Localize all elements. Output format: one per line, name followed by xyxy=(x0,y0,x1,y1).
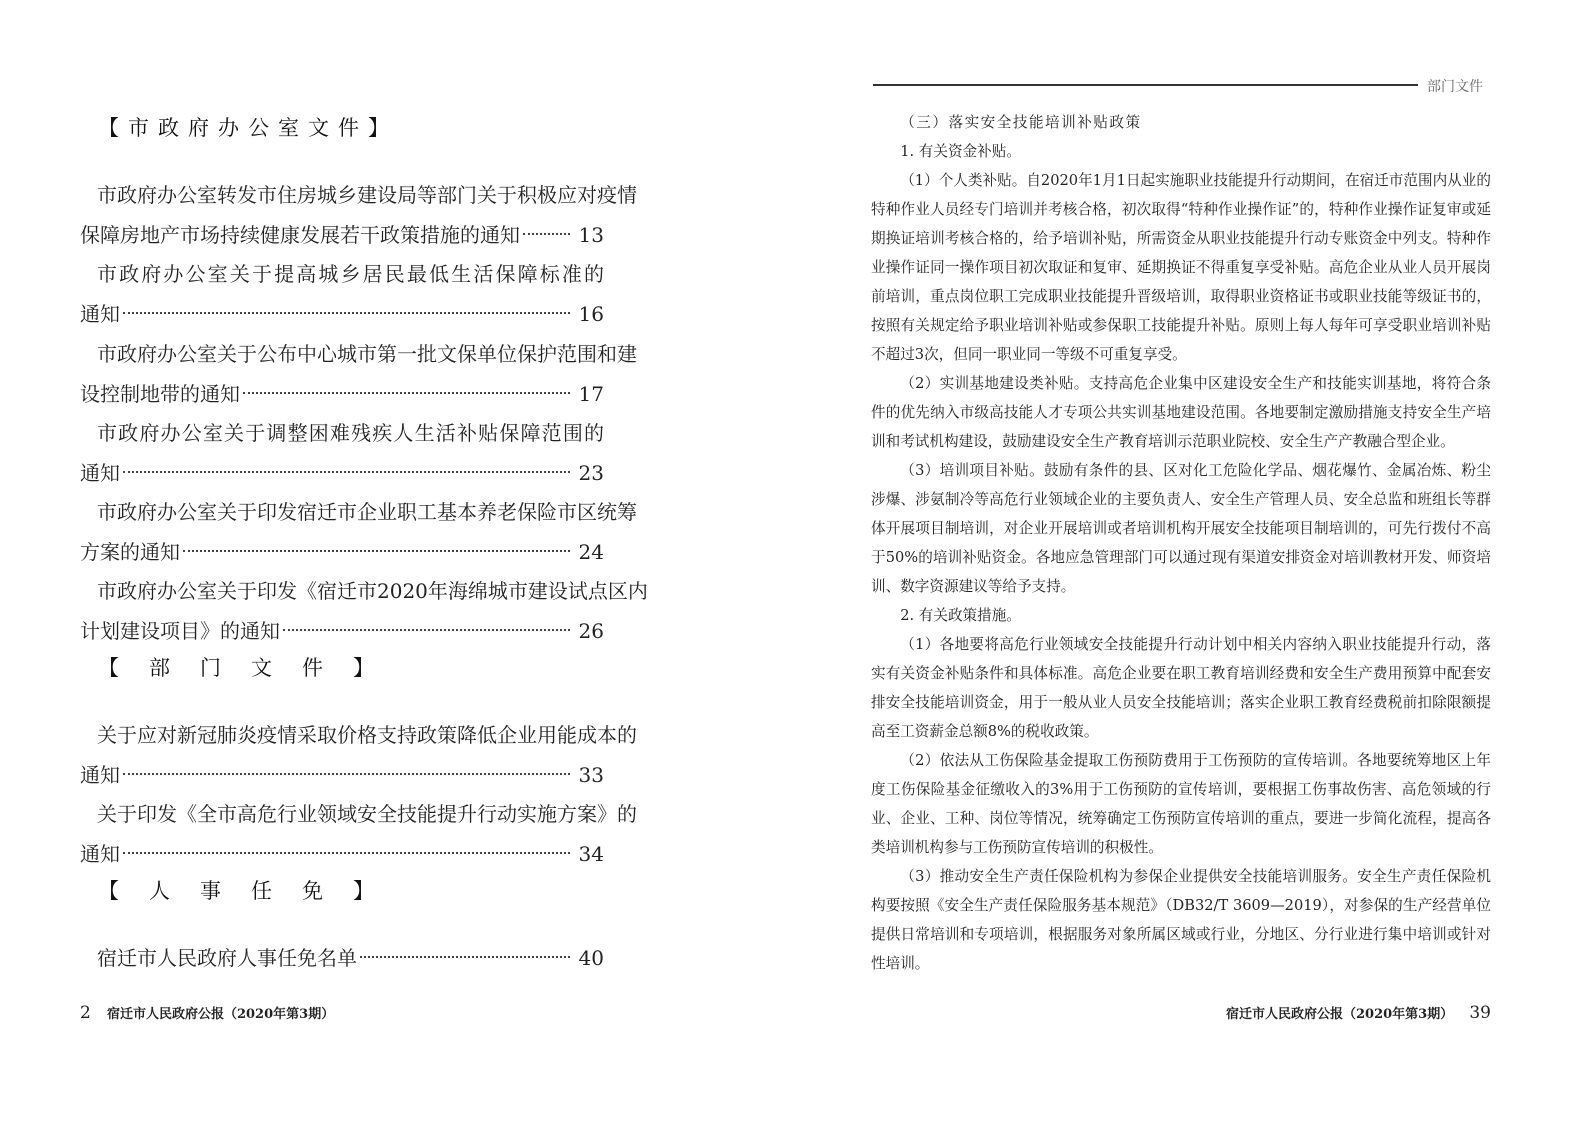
dot-leader xyxy=(123,773,570,775)
toc-entry[interactable]: 市政府办公室关于印发《宿迁市2020年海绵城市建设试点区内 计划建设项目》的通知 26 xyxy=(80,571,604,651)
dot-leader xyxy=(523,233,570,235)
toc-page-number: 34 xyxy=(578,842,604,866)
body-text xyxy=(871,108,1491,978)
toc-page-number: 33 xyxy=(578,763,604,787)
dot-leader xyxy=(123,312,570,314)
dot-leader xyxy=(123,471,570,473)
subsection-heading: （三）落实安全技能培训补贴政策 xyxy=(900,114,1142,131)
toc-entry[interactable]: 市政府办公室转发市住房城乡建设局等部门关于积极应对疫情 保障房地产市场持续健康发展若干政策措施的通知 13 xyxy=(80,175,604,255)
toc-entry[interactable]: 市政府办公室关于公布中心城市第一批文保单位保护范围和建 设控制地带的通知 17 xyxy=(80,334,604,414)
toc-entry[interactable]: 市政府办公室关于调整困难残疾人生活补贴保障范围的 通知 23 xyxy=(80,413,604,493)
left-page-footer xyxy=(80,1003,334,1023)
section-heading-department: 【部门文件】 xyxy=(98,656,404,680)
publication-title: 宿迁市人民政府公报（2020年第3期） xyxy=(1225,1007,1454,1022)
toc-page-number: 16 xyxy=(578,302,604,326)
paragraph: 1. 有关资金补贴。 xyxy=(900,143,1021,160)
page-number: 39 xyxy=(1469,1003,1491,1023)
right-page-footer xyxy=(1226,1003,1491,1023)
toc-page-number: 26 xyxy=(578,619,604,643)
paragraph: （3）培训项目补贴。鼓励有条件的县、区对化工危险化学品、烟花爆竹、金属冶炼、粉尘涉爆、涉氨制冷等高危行业领域企业的主要负责人、安全生产管理人员、安全总监和班组长等群体开展项目制培训，对企业开展培训或者培训机构开展安全技能项目制培训的，可先行拨付不高于50%的培训补贴资金。各地应急管理部门可以通过现有渠道安排资金对培训教材开发、师资培训、数字资源建议等给予支持。 xyxy=(871,462,1491,595)
paragraph: 2. 有关政策措施。 xyxy=(900,607,1021,624)
toc-entry-title: 方案的通知 xyxy=(80,540,180,564)
dot-leader xyxy=(283,629,570,631)
paragraph: （1）各地要将高危行业领域安全技能提升行动计划中相关内容纳入职业技能提升行动，落实有关资金补贴条件和具体标准。高危企业要在职工教育培训经费和安全生产费用预算中配套安排安全技能培训资金，用于一般从业人员安全技能培训；落实企业职工教育经费税前扣除限额提高至工资薪金总额8%的税收政策。 xyxy=(871,636,1491,740)
paragraph: （2）依法从工伤保险基金提取工伤预防费用于工伤预防的宣传培训。各地要统筹地区上年度工伤保险基金征缴收入的3%用于工伤预防的宣传培训，要根据工伤事故伤害、高危领域的行业、企业、工种、岗位等情况，统筹确定工伤预防宣传培训的重点，要进一步简化流程，提高各类培训机构参与工伤预防宣传培训的积极性。 xyxy=(871,752,1491,856)
paragraph: （1）个人类补贴。自2020年1月1日起实施职业技能提升行动期间，在宿迁市范围内从业的特种作业人员经专门培训并考核合格，初次取得“特种作业操作证”的，特种作业操作证复审或延期换证培训考核合格的，给予培训补贴，所需资金从职业技能提升行动专账资金中列支。特种作业操作证同一操作项目初次取证和复审、延期换证不得重复享受补贴。高危企业从业人员开展岗前培训，重点岗位职工完成职业技能提升晋级培训，取得职业资格证书或职业技能等级证书的，按照有关规定给予职业培训补贴或参保职工技能提升补贴。原则上每人每年可享受职业培训补贴不超过3次，但同一职业同一等级不可重复享受。 xyxy=(871,172,1491,363)
page-number: 2 xyxy=(80,1003,91,1023)
toc-page-number: 40 xyxy=(578,946,604,970)
toc-page-number: 23 xyxy=(578,461,604,485)
header-rule xyxy=(873,84,1418,86)
toc-entry-title: 设控制地带的通知 xyxy=(80,382,240,406)
toc-entry-title: 通知 xyxy=(80,763,120,787)
publication-title: 宿迁市人民政府公报（2020年第3期） xyxy=(106,1007,335,1022)
dot-leader xyxy=(183,550,570,552)
toc-entry[interactable]: 市政府办公室关于提高城乡居民最低生活保障标准的 通知 16 xyxy=(80,254,604,334)
section-heading-city-office: 【市政府办公室文件】 xyxy=(98,116,398,140)
toc-entry[interactable] xyxy=(80,938,604,978)
toc-entry-title: 保障房地产市场持续健康发展若干政策措施的通知 xyxy=(80,223,520,247)
toc-entry-title: 通知 xyxy=(80,842,120,866)
toc-entry-title: 计划建设项目》的通知 xyxy=(80,619,280,643)
toc-entry[interactable]: 市政府办公室关于印发宿迁市企业职工基本养老保险市区统筹 方案的通知 24 xyxy=(80,492,604,572)
toc-entry-title: 宿迁市人民政府人事任免名单 xyxy=(97,946,357,970)
toc-page-number: 17 xyxy=(578,382,604,406)
dot-leader xyxy=(243,392,570,394)
toc-entry[interactable]: 关于应对新冠肺炎疫情采取价格支持政策降低企业用能成本的 通知 33 xyxy=(80,715,604,795)
dot-leader xyxy=(123,852,570,854)
toc-entry-title: 通知 xyxy=(80,461,120,485)
toc-page-number: 24 xyxy=(578,540,604,564)
section-heading-personnel: 【人事任免】 xyxy=(98,879,404,903)
toc-entry-title: 通知 xyxy=(80,302,120,326)
paragraph: （3）推动安全生产责任保险机构为参保企业提供安全技能培训服务。安全生产责任保险机构要按照《安全生产责任保险服务基本规范》（DB32/T 3609—2019），对参保的生产经营单位提供日常培训和专项培训，根据服务对象所属区域或行业，分地区、分行业进行集中培训或针对性培训。 xyxy=(871,868,1491,972)
toc-entry[interactable]: 关于印发《全市高危行业领域安全技能提升行动实施方案》的 通知 34 xyxy=(80,794,604,874)
dot-leader xyxy=(360,956,570,958)
left-page xyxy=(0,0,793,1122)
paragraph: （2）实训基地建设类补贴。支持高危企业集中区建设安全生产和技能实训基地，将符合条件的优先纳入市级高技能人才专项公共实训基地建设范围。各地要制定激励措施支持安全生产培训和考试机构建设，鼓励建设安全生产教育培训示范职业院校、安全生产产教融合型企业。 xyxy=(871,375,1491,450)
running-header: 部门文件 xyxy=(1427,79,1483,95)
toc-page-number: 13 xyxy=(578,223,604,247)
right-page xyxy=(793,0,1587,1122)
